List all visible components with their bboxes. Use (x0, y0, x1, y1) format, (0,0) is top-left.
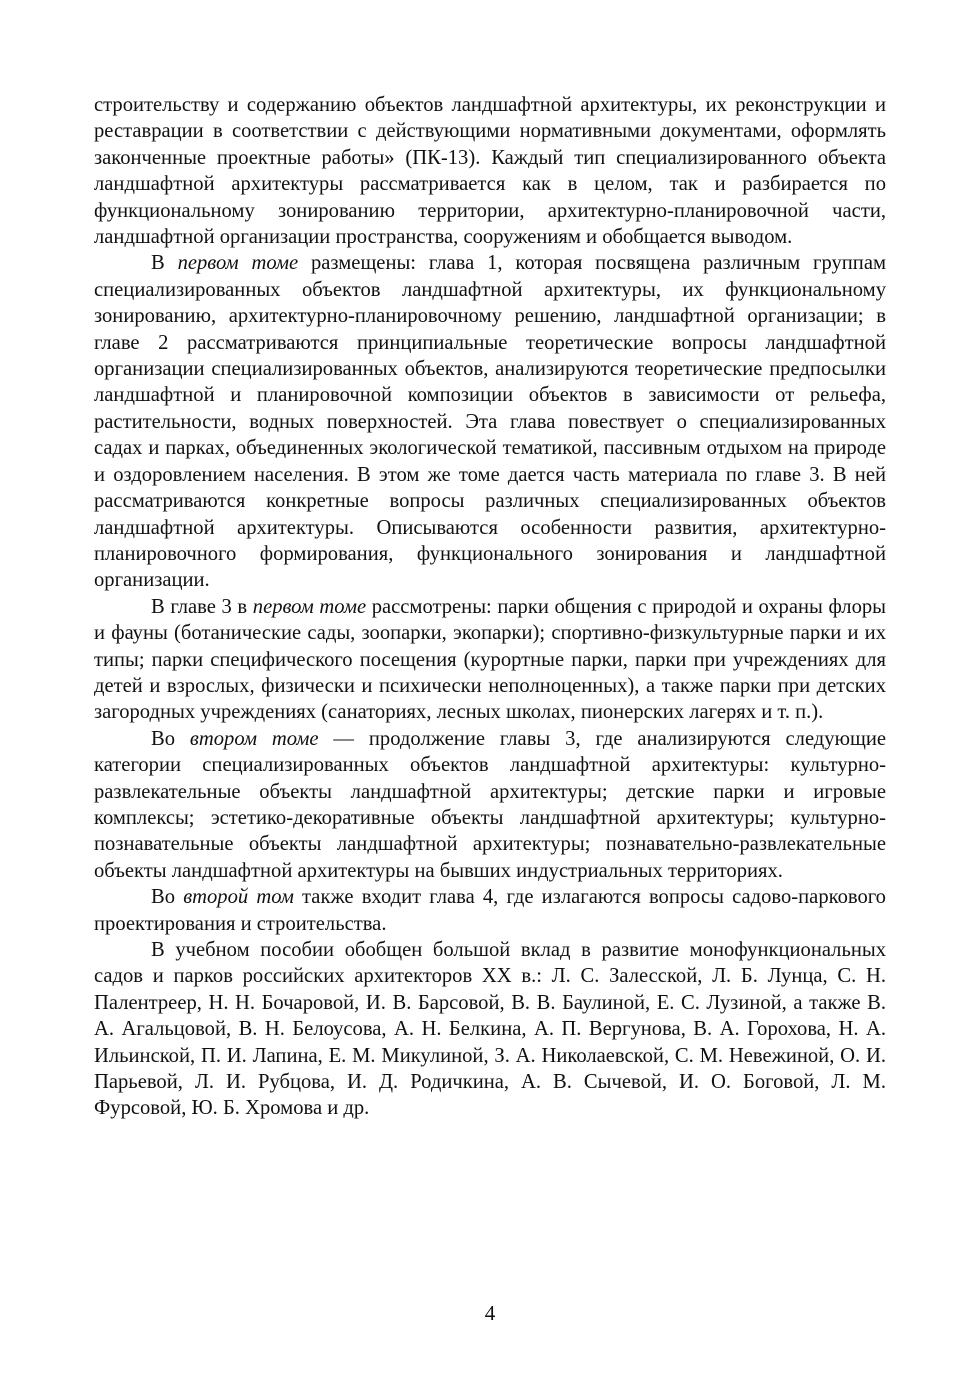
text-segment: Во (151, 886, 184, 909)
text-segment: Во (151, 727, 190, 750)
paragraph-volume-one-overview (94, 250, 886, 593)
emphasis-text: втором томе (189, 727, 319, 750)
text-segment: В главе 3 в (151, 595, 253, 618)
document-body (94, 92, 886, 1122)
paragraph-continuation (94, 92, 886, 250)
page-number: 4 (484, 1301, 496, 1325)
text-segment: размещены: глава 1, которая посвящена различным группам специализированных объектов ландшафтной архитектуры, их функциональному зонированию, архитектурно-планировочному решению, ландшафтной организации; в главе 2 рассматриваются принципиальные теоретические вопросы ландшафтной организации специализированных объектов, анализируются теоретические предпосылки ландшафтной и планировочной композиции объектов в зависимости от рельефа, растительности, водных поверхностей. Эта глава повествует о специализированных садах и парках, объединенных экологической тематикой, пассивным отдыхом на природе и оздоровлением населения. В этом же томе дается часть материала по главе 3. В ней рассматриваются конкретные вопросы различных специализированных объектов ландшафтной архитектуры. Описываются особенности развития, архитектурно-планировочного формирования, функционального зонирования и ландшафтной организации. (94, 252, 887, 592)
emphasis-text: второй том (183, 886, 294, 909)
text-segment: В (151, 252, 178, 275)
paragraph-chapter-three-volume-one (94, 594, 886, 726)
text-segment: строительству и содержанию объектов ландшафтной архитектуры, их реконструкции и реставрации в соответствии с действующими нормативными документами, оформлять законченные проектные работы» (ПК-13). Каждый тип специализированного объекта ландшафтной архитектуры рассматривается как в целом, так и разбирается по функциональному зонированию территории, архитектурно-планировочной части, ландшафтной организации пространства, сооружениям и обобщается выводом. (94, 94, 886, 249)
paragraph-volume-two-chapter-three (94, 726, 886, 884)
paragraph-volume-two-chapter-four (94, 884, 886, 937)
text-segment: также входит глава 4, где излагаются вопросы садово-паркового проектирования и строительства. (94, 886, 886, 935)
emphasis-text: первом томе (177, 252, 299, 275)
paragraph-contributors (94, 937, 886, 1122)
text-segment: рассмотрены: парки общения с природой и охраны флоры и фауны (ботанические сады, зоопарки, экопарки); спортивно-физкультурные парки и их типы; парки специфического посещения (курортные парки, парки при учреждениях для детей и взрослых, физически и психически неполноценных), а также парки при детских загородных учреждениях (санаториях, лесных школах, пионерских лагерях и т. п.). (94, 595, 887, 724)
emphasis-text: первом томе (252, 595, 367, 618)
text-segment: — продолжение главы 3, где анализируются следующие категории специализированных объектов ландшафтной архитектуры: культурно-развлекательные объекты ландшафтной архитектуры; детские парки и игровые комплексы; эстетико-декоративные объекты ландшафтной архитектуры; культурно-познавательные объекты ландшафтной архитектуры; познавательно-развлекательные объекты ландшафтной архитектуры на бывших индустриальных территориях. (94, 727, 886, 882)
text-segment: В учебном пособии обобщен большой вклад в развитие монофункциональных садов и парков российских архитекторов XX в.: Л. С. Залесской, Л. Б. Лунца, С. Н. Палентреер, Н. Н. Бочаровой, И. В. Барсовой, В. В. Баулиной, Е. С. Лузиной, а также В. А. Агальцовой, В. Н. Белоусова, А. Н. Белкина, А. П. Вергунова, В. А. Горохова, Н. А. Ильинской, П. И. Лапина, Е. М. Микулиной, З. А. Николаевской, С. М. Невежиной, О. И. Парьевой, Л. И. Рубцова, И. Д. Родичкина, А. В. Сычевой, И. О. Боговой, Л. М. Фурсовой, Ю. Б. Хромова и др. (94, 939, 886, 1120)
